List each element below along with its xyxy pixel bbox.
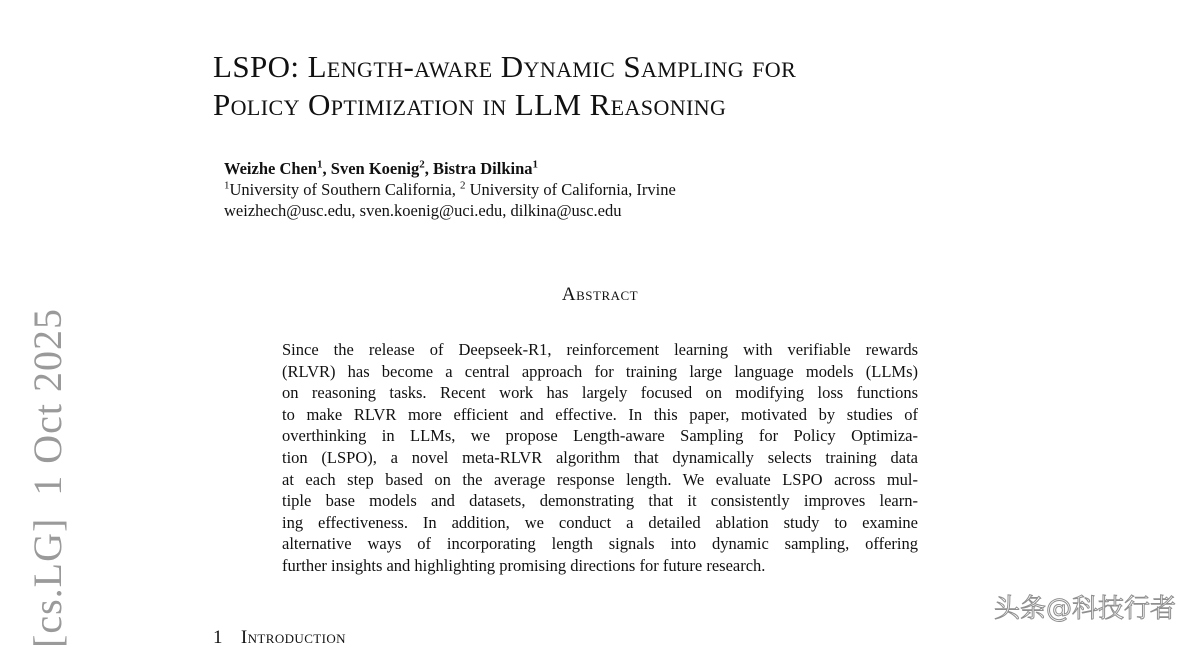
- affiliations: [224, 179, 984, 200]
- abstract-body: [282, 339, 918, 577]
- affiliation: University of California, Irvine: [469, 180, 676, 199]
- abstract-line: ing effectiveness. In addition, we conduct a detailed ablation study to examine: [282, 512, 918, 532]
- abstract-line: (RLVR) has become a central approach for training large language models (LLMs): [282, 361, 918, 381]
- author-name: Bistra Dilkina: [433, 159, 533, 178]
- author-name: Weizhe Chen: [224, 159, 318, 178]
- arxiv-stamp: [25, 286, 70, 648]
- author-name: Sven Koenig: [330, 159, 420, 178]
- affiliation-marker: 1: [532, 158, 539, 171]
- affiliation-marker: 2: [419, 158, 425, 171]
- arxiv-category: [cs.LG]: [25, 517, 70, 648]
- section-title: Introduction: [240, 627, 346, 648]
- abstract-heading: Abstract: [561, 284, 639, 305]
- abstract-line: alternative ways of incorporating length signals into dynamic sampling, offering: [282, 534, 918, 554]
- title-line-2: Policy Optimization in LLM Reasoning: [213, 87, 727, 122]
- author-block: [224, 158, 984, 221]
- paper-title: [213, 48, 1033, 124]
- abstract-line: on reasoning tasks. Recent work has largely focused on modifying loss functions: [282, 383, 918, 403]
- watermark: 头条@科技行者: [993, 594, 1176, 624]
- section-number: 1: [213, 627, 223, 648]
- title-line-1: LSPO: Length-aware Dynamic Sampling for: [213, 49, 797, 84]
- affiliation-marker: 2: [460, 179, 466, 192]
- section-heading-introduction: [213, 627, 346, 649]
- author-emails: weizhech@usc.edu, sven.koenig@uci.edu, dilkina@usc.edu: [224, 201, 622, 220]
- abstract-line: tion (LSPO), a novel meta-RLVR algorithm that dynamically selects training data: [282, 447, 918, 467]
- affiliation-marker: 1: [224, 179, 230, 192]
- affiliation: University of Southern California,: [229, 180, 456, 199]
- author-names: Weizhe Chen$^1$, Sven Koenig$^2$, Bistra Dilkina$^1$: [224, 158, 539, 178]
- abstract-line: overthinking in LLMs, we propose Length-aware Sampling for Policy Optimiza-: [282, 426, 918, 446]
- abstract-line: at each step based on the average response length. We evaluate LSPO across mul-: [282, 469, 918, 489]
- abstract-line: Since the release of Deepseek-R1, reinforcement learning with verifiable rewards: [282, 340, 918, 359]
- affiliation-marker: 1: [317, 158, 323, 171]
- arxiv-date: 1 Oct 2025: [25, 307, 70, 496]
- abstract-line: further insights and highlighting promising directions for future research.: [282, 555, 766, 575]
- abstract-line: tiple base models and datasets, demonstrating that it consistently improves learn-: [282, 491, 918, 511]
- abstract-line: to make RLVR more efficient and effective. In this paper, motivated by studies of: [282, 404, 918, 424]
